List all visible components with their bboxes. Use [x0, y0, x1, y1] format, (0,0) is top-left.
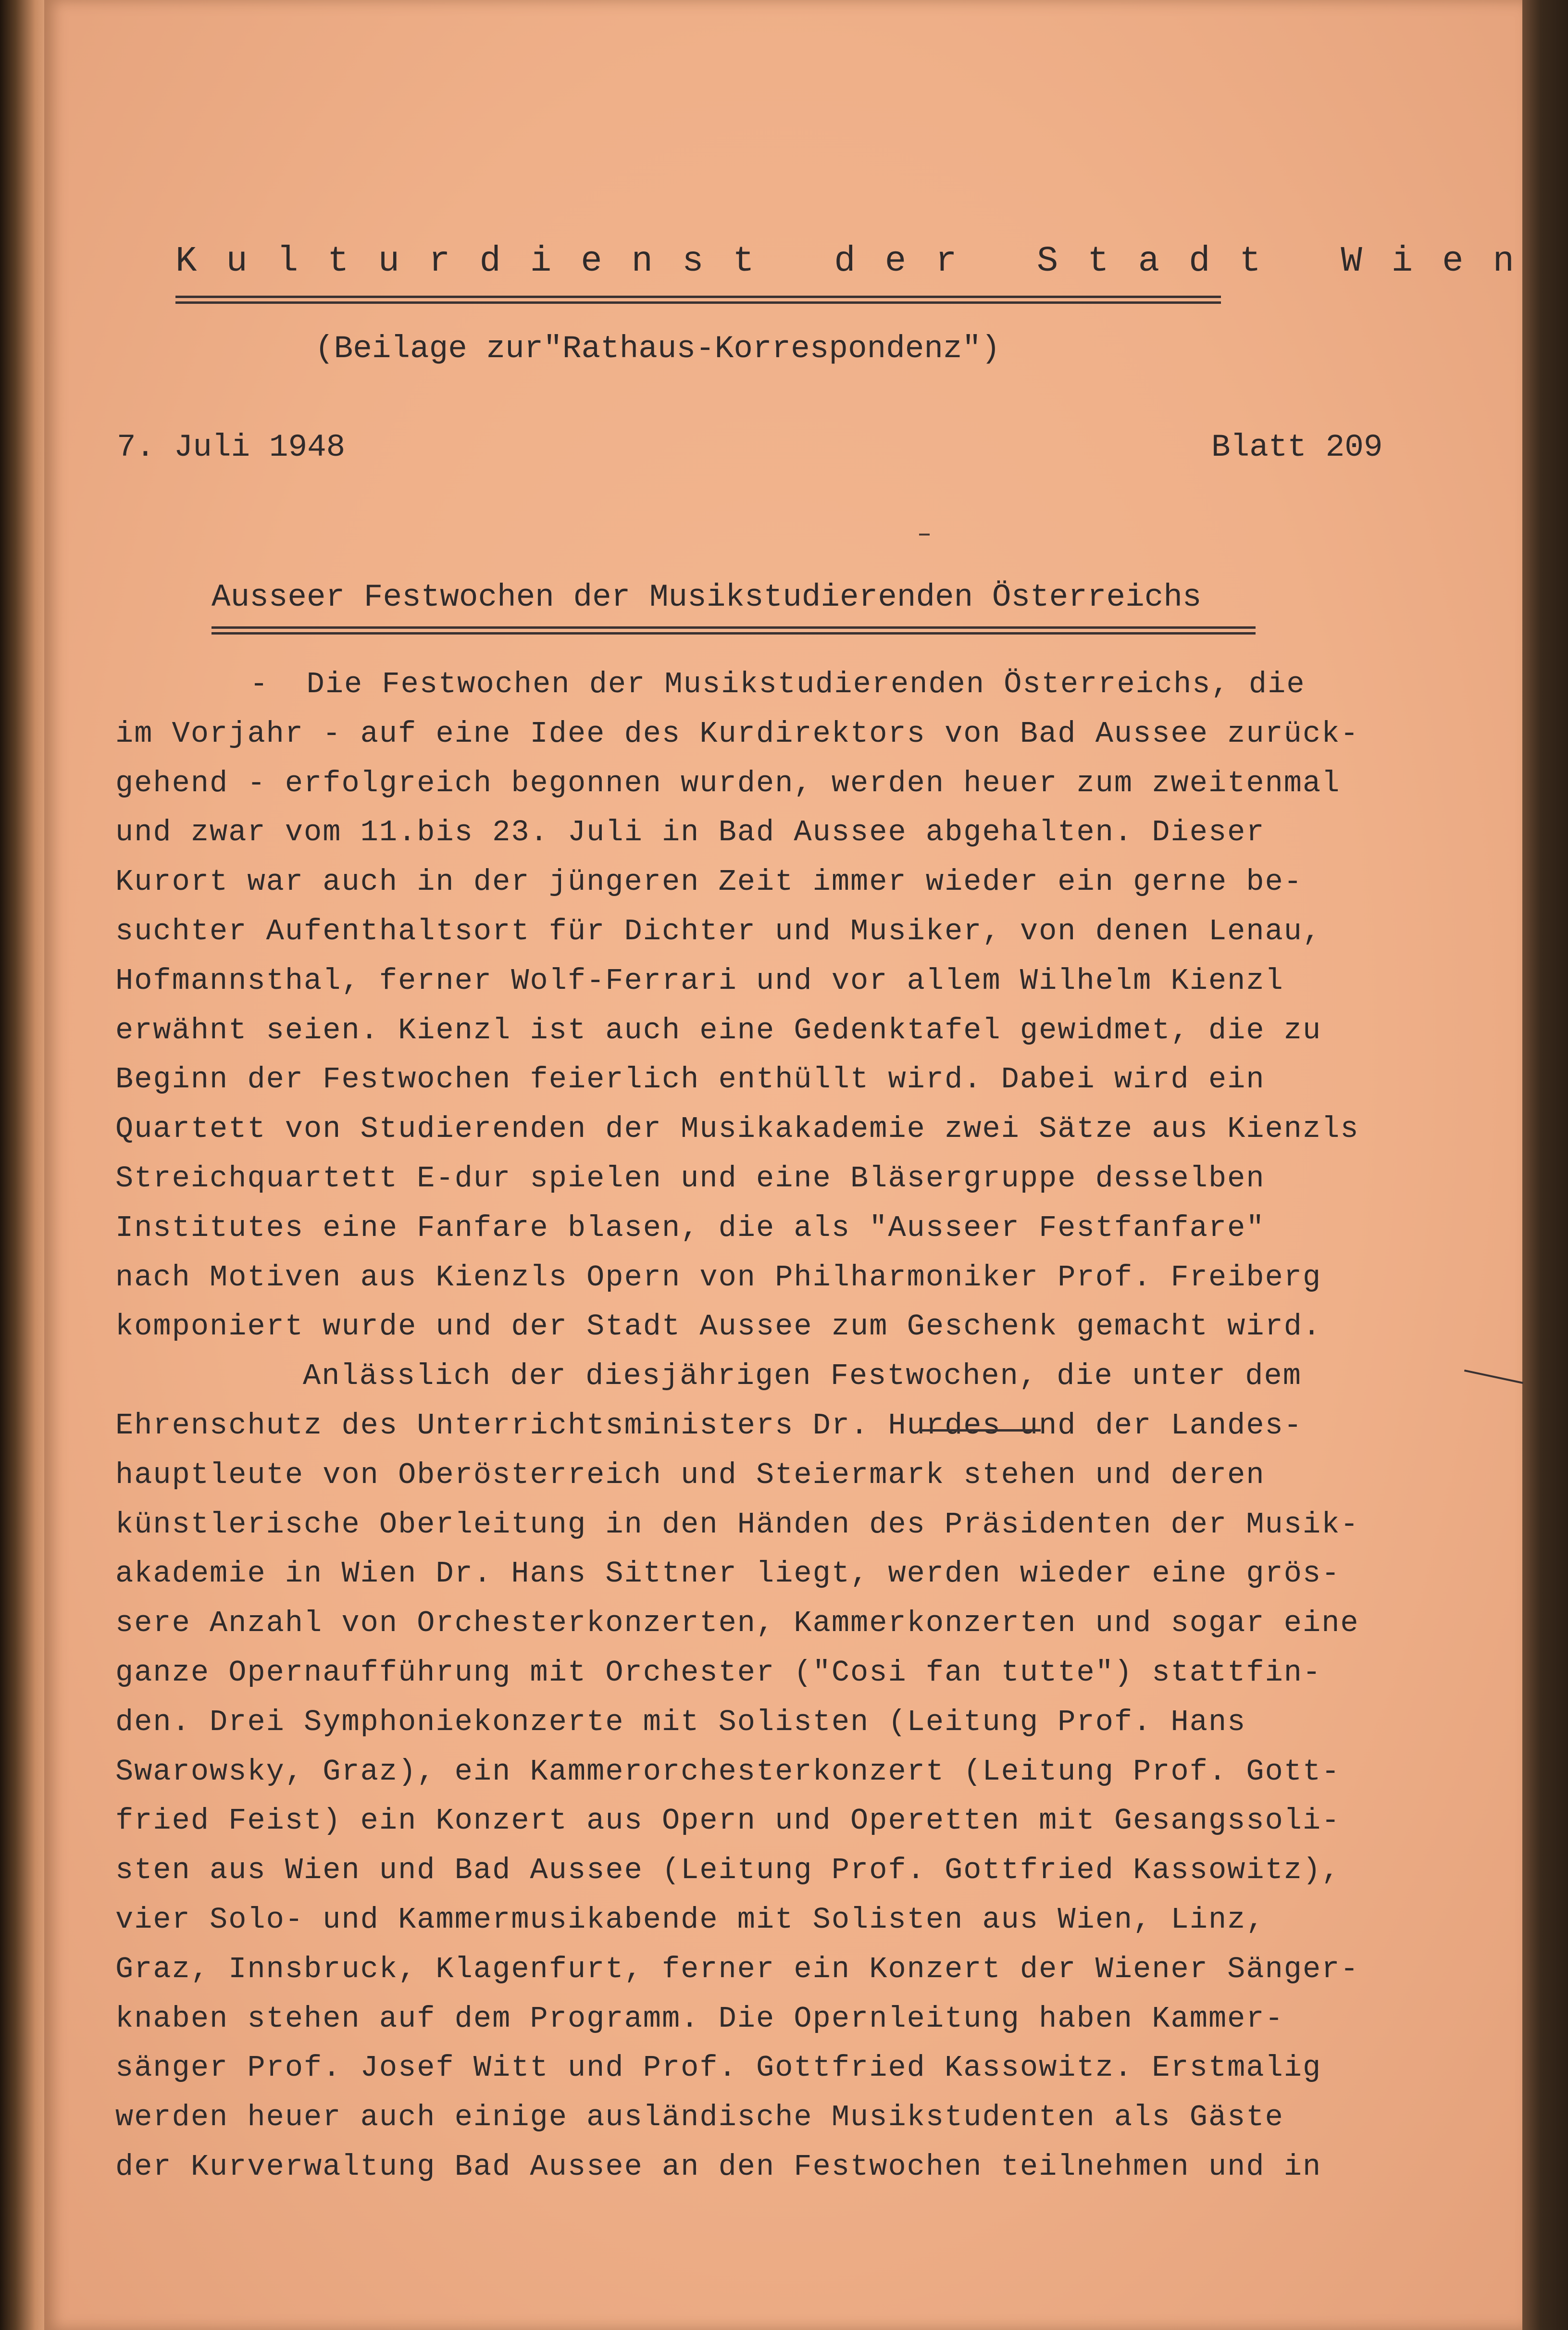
book-spine-edge: [0, 0, 44, 2330]
bulletin-subtitle: (Beilage zur"Rathaus-Korrespondenz"): [315, 331, 1000, 367]
body-line: Swarowsky, Graz), ein Kammerorchesterkonzert (Leitung Prof. Gott-: [115, 1755, 1341, 1789]
body-line: komponiert wurde und der Stadt Aussee zum Geschenk gemacht wird.: [115, 1309, 1322, 1344]
body-line: erwähnt seien. Kienzl ist auch eine Gedenktafel gewidmet, die zu: [115, 1013, 1322, 1047]
body-line: fried Feist) ein Konzert aus Opern und Operetten mit Gesangssoli-: [115, 1804, 1341, 1838]
body-line: gehend - erfolgreich begonnen wurden, werden heuer zum zweitenmal: [115, 766, 1341, 800]
body-line: Beginn der Festwochen feierlich enthüllt wird. Dabei wird ein: [115, 1062, 1265, 1096]
body-line: Quartett von Studierenden der Musikakademie zwei Sätze aus Kienzls: [115, 1112, 1359, 1146]
bulletin-title-double-rule: [175, 296, 1221, 304]
body-line: im Vorjahr - auf eine Idee des Kurdirektors von Bad Aussee zurück-: [115, 717, 1359, 751]
body-line: sänger Prof. Josef Witt und Prof. Gottfried Kassowitz. Erstmalig: [115, 2051, 1322, 2085]
body-line: hauptleute von Oberösterreich und Steiermark stehen und deren: [115, 1458, 1265, 1492]
body-line: - Die Festwochen der Musikstudierenden Österreichs, die: [250, 667, 1306, 701]
body-line: akademie in Wien Dr. Hans Sittner liegt, werden wieder eine grös-: [115, 1557, 1341, 1591]
body-line: der Kurverwaltung Bad Aussee an den Festwochen teilnehmen und in: [115, 2150, 1322, 2184]
body-line: Kurort war auch in der jüngeren Zeit immer wieder ein gerne be-: [115, 865, 1303, 899]
body-line: Institutes eine Fanfare blasen, die als "Ausseer Festfanfare": [115, 1211, 1265, 1245]
article-title: Ausseer Festwochen der Musikstudierenden Österreichs: [212, 579, 1202, 615]
body-line: sere Anzahl von Orchesterkonzerten, Kammerkonzerten und sogar eine: [115, 1606, 1359, 1640]
body-line: nach Motiven aus Kienzls Opern von Philharmoniker Prof. Freiberg: [115, 1260, 1322, 1295]
body-line: Graz, Innsbruck, Klagenfurt, ferner ein Konzert der Wiener Sänger-: [115, 1952, 1359, 1986]
body-line: Hofmannsthal, ferner Wolf-Ferrari und vor allem Wilhelm Kienzl: [115, 964, 1284, 998]
body-line: Ehrenschutz des Unterrichtsministers Dr. Hurdes und der Landes-: [115, 1408, 1303, 1443]
stray-mark: [919, 534, 930, 536]
body-line: vier Solo- und Kammermusikabende mit Solisten aus Wien, Linz,: [115, 1903, 1265, 1937]
body-line: und zwar vom 11.bis 23. Juli in Bad Aussee abgehalten. Dieser: [115, 815, 1265, 849]
sheet-number: Blatt 209: [1211, 429, 1383, 465]
page-right-edge: [1522, 0, 1568, 2330]
bulletin-title: Kulturdienst der Stadt Wien: [175, 241, 1543, 282]
body-line: den. Drei Symphoniekonzerte mit Solisten (Leitung Prof. Hans: [115, 1705, 1246, 1739]
name-underline: [921, 1429, 1041, 1432]
body-line: Streichquartett E-dur spielen und eine Bläsergruppe desselben: [115, 1161, 1265, 1196]
body-line: werden heuer auch einige ausländische Musikstudenten als Gäste: [115, 2100, 1284, 2134]
body-line: Anlässlich der diesjährigen Festwochen, die unter dem: [303, 1359, 1302, 1393]
body-line: ganze Opernaufführung mit Orchester ("Cosi fan tutte") stattfin-: [115, 1656, 1322, 1690]
article-title-double-rule: [212, 626, 1256, 635]
body-line: sten aus Wien und Bad Aussee (Leitung Prof. Gottfried Kassowitz),: [115, 1853, 1341, 1887]
issue-date: 7. Juli 1948: [117, 429, 346, 465]
body-line: suchter Aufenthaltsort für Dichter und Musiker, von denen Lenau,: [115, 914, 1322, 948]
body-line: knaben stehen auf dem Programm. Die Opernleitung haben Kammer-: [115, 2002, 1284, 2036]
body-line: künstlerische Oberleitung in den Händen des Präsidenten der Musik-: [115, 1508, 1359, 1542]
